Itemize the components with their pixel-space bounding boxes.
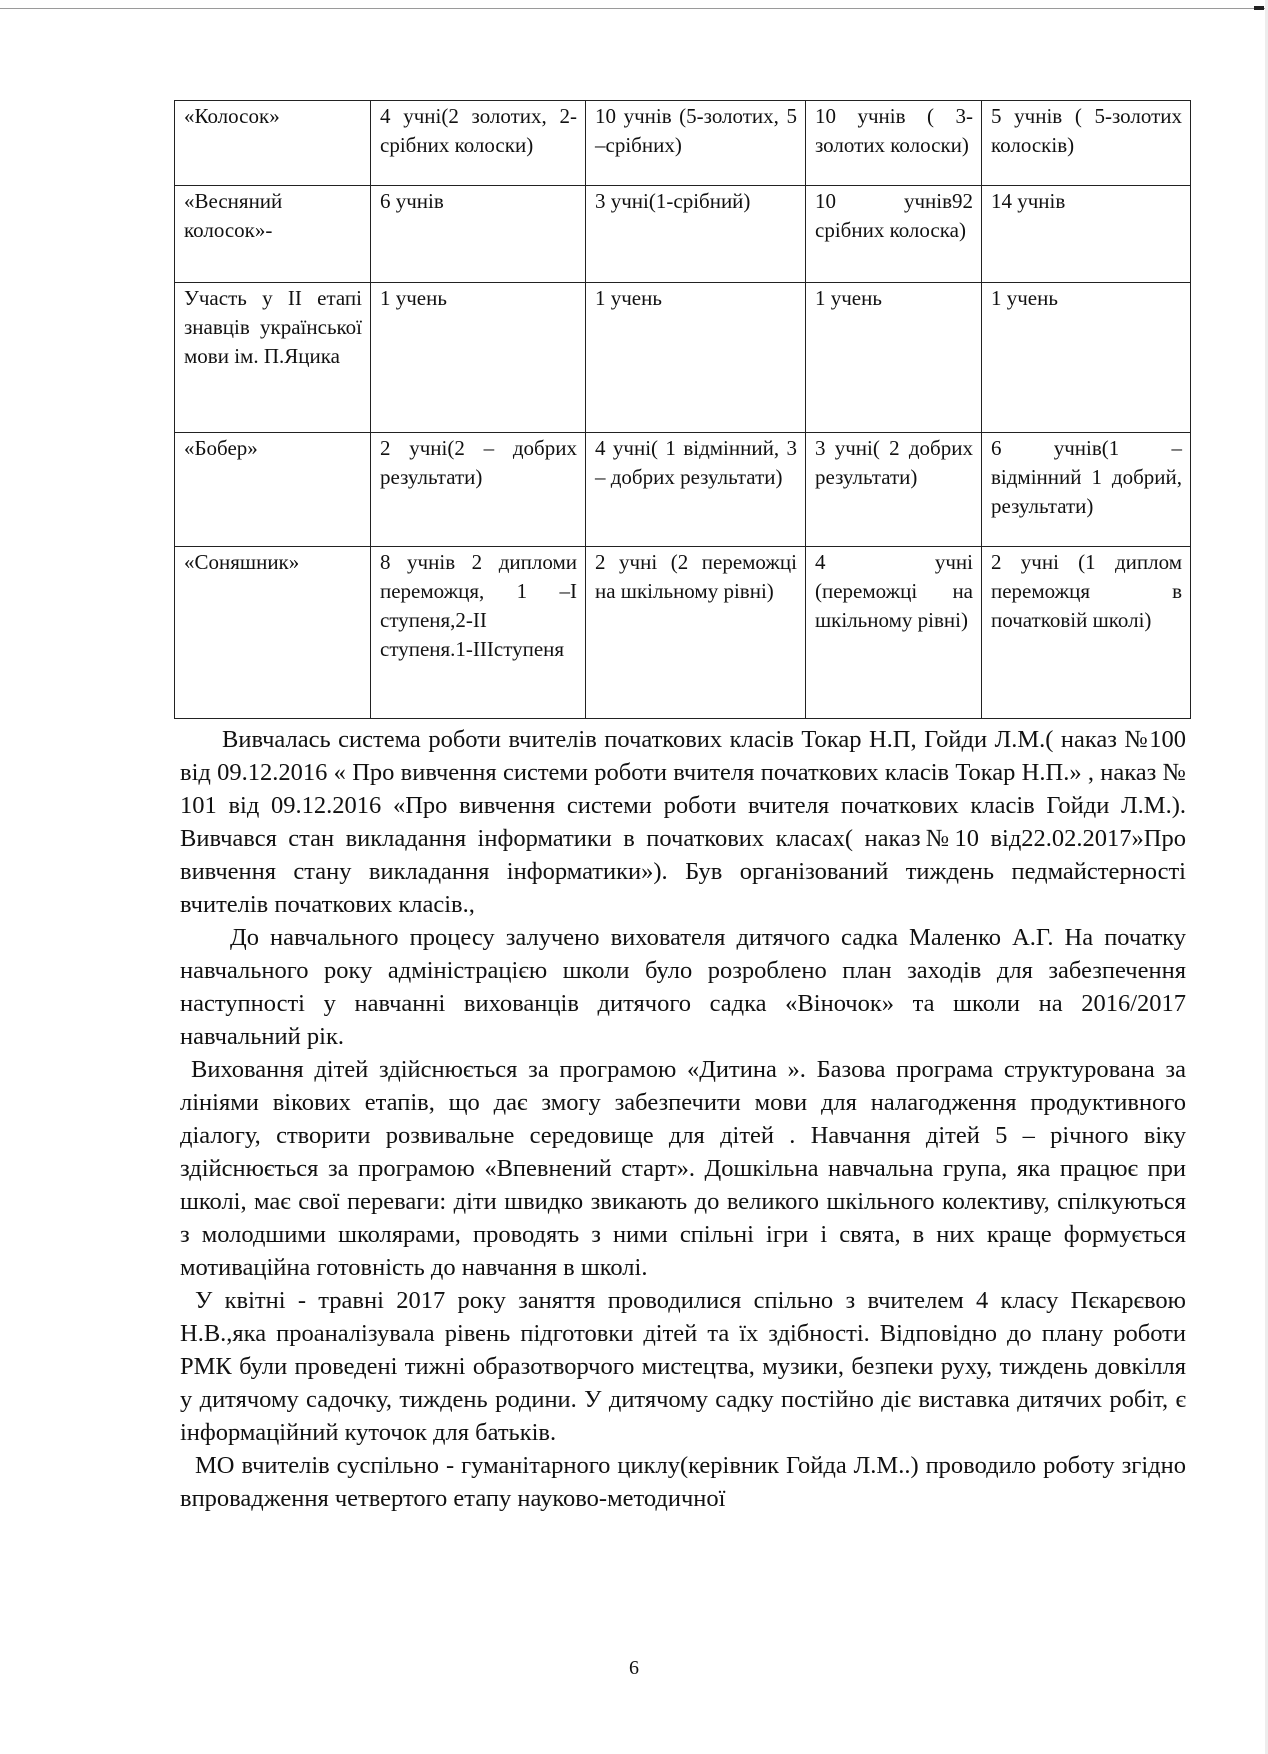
table-cell: 4 учні( 1 відмінний, 3 – добрих результати) (586, 433, 806, 547)
table-cell: 10 учнів (5-золотих, 5 –срібних) (586, 101, 806, 186)
paragraph: Виховання дітей здійснюється за програмою «Дитина ». Базова програма структурована за лініями вікових етапів, що дає змогу забезпечити мови для налагодження продуктивного діалогу, створити розвивальне середовище для дітей . Навчання дітей 5 – річного віку здійснюється за програмою «Впевнений старт». Дошкільна навчальна група, яка працює при школі, має свої переваги: діти швидко звикають до великого шкільного колективу, спілкуються з молодшими школярами, проводять з ними спільні ігри і свята, в них краще формується мотиваційна готовність до навчання в школі. (180, 1056, 1186, 1281)
table-row (175, 186, 1191, 283)
row-label-sonyashnyk: «Соняшник» (175, 547, 371, 719)
table-cell: 1 учень (806, 283, 982, 433)
table-cell: 8 учнів 2 дипломи переможця, 1 –І ступеня,2-ІІ ступеня.1-ІІІступеня (371, 547, 586, 719)
table-cell: 10 учнів ( 3-золотих колоски) (806, 101, 982, 186)
table-cell: 1 учень (371, 283, 586, 433)
page-number: 6 (629, 1657, 639, 1679)
table-cell: 2 учні (1 диплом переможця в початковій школі) (982, 547, 1191, 719)
row-label-yatsyk: Участь у ІІ етапі знавців української мови ім. П.Яцика (175, 283, 371, 433)
table-row (175, 547, 1191, 719)
table-row (175, 433, 1191, 547)
table-cell: 6 учнів (371, 186, 586, 283)
table-cell: 4 учні(2 золотих, 2- срібних колоски) (371, 101, 586, 186)
scan-corner-mark (1254, 6, 1264, 10)
paragraph: Вивчалась система роботи вчителів початкових класів Токар Н.П, Гойди Л.М.( наказ №100 від 09.12.2016 « Про вивчення системи роботи вчителя початкових класів Токар Н.П.» , наказ № 101 від 09.12.2016 «Про вивчення системи роботи вчителя початкових класів Гойди Л.М.). Вивчався стан викладання інформатики в початкових класах( наказ№10 від22.02.2017»Про вивчення стану викладання інформатики»). Був організований тиждень педмайстерності вчителів початкових класів., (180, 726, 1186, 918)
table-cell: 3 учні(1-срібний) (586, 186, 806, 283)
paragraph: У квітні - травні 2017 року заняття проводилися спільно з вчителем 4 класу Пєкарєвою Н.В.,яка проаналізувала рівень підготовки дітей та їх здібності. Відповідно до плану роботи РМК були проведені тижні образотворчого мистецтва, музики, безпеки руху, тиждень довкілля у дитячому садочку, тиждень родини. У дитячому садку постійно діє виставка дитячих робіт, є інформаційний куточок для батьків. (180, 1287, 1186, 1446)
results-table (174, 100, 1191, 719)
table-row (175, 283, 1191, 433)
table-cell: 4 учні (переможці на шкільному рівні) (806, 547, 982, 719)
paragraph: До навчального процесу залучено вихователя дитячого садка Маленко А.Г. На початку навчального року адміністрацією школи було розроблено план заходів для забезпечення наступності у навчанні вихованців дитячого садка «Віночок» та школи на 2016/2017 навчальний рік. (180, 924, 1186, 1050)
table-row (175, 101, 1191, 186)
table-cell: 1 учень (982, 283, 1191, 433)
paragraph: МО вчителів суспільно - гуманітарного циклу(керівник Гойда Л.М..) проводило роботу згідно впровадження четвертого етапу науково-методичної (180, 1452, 1186, 1512)
table-cell: 6 учнів(1 – відмінний 1 добрий, результати) (982, 433, 1191, 547)
row-label-bober: «Бобер» (175, 433, 371, 547)
row-label-vesnyanyi-kolosok: «Весняний колосок»- (175, 186, 371, 283)
table-cell: 2 учні(2 – добрих результати) (371, 433, 586, 547)
table-cell: 14 учнів (982, 186, 1191, 283)
table-cell: 5 учнів ( 5-золотих колосків) (982, 101, 1191, 186)
row-label-kolosok: «Колосок» (175, 101, 371, 186)
table-cell: 10 учнів92 срібних колоска) (806, 186, 982, 283)
table-cell: 2 учні (2 переможці на шкільному рівні) (586, 547, 806, 719)
scan-edge-line (0, 8, 1268, 9)
table-cell: 3 учні( 2 добрих результати) (806, 433, 982, 547)
body-text (180, 723, 1186, 1515)
table-cell: 1 учень (586, 283, 806, 433)
